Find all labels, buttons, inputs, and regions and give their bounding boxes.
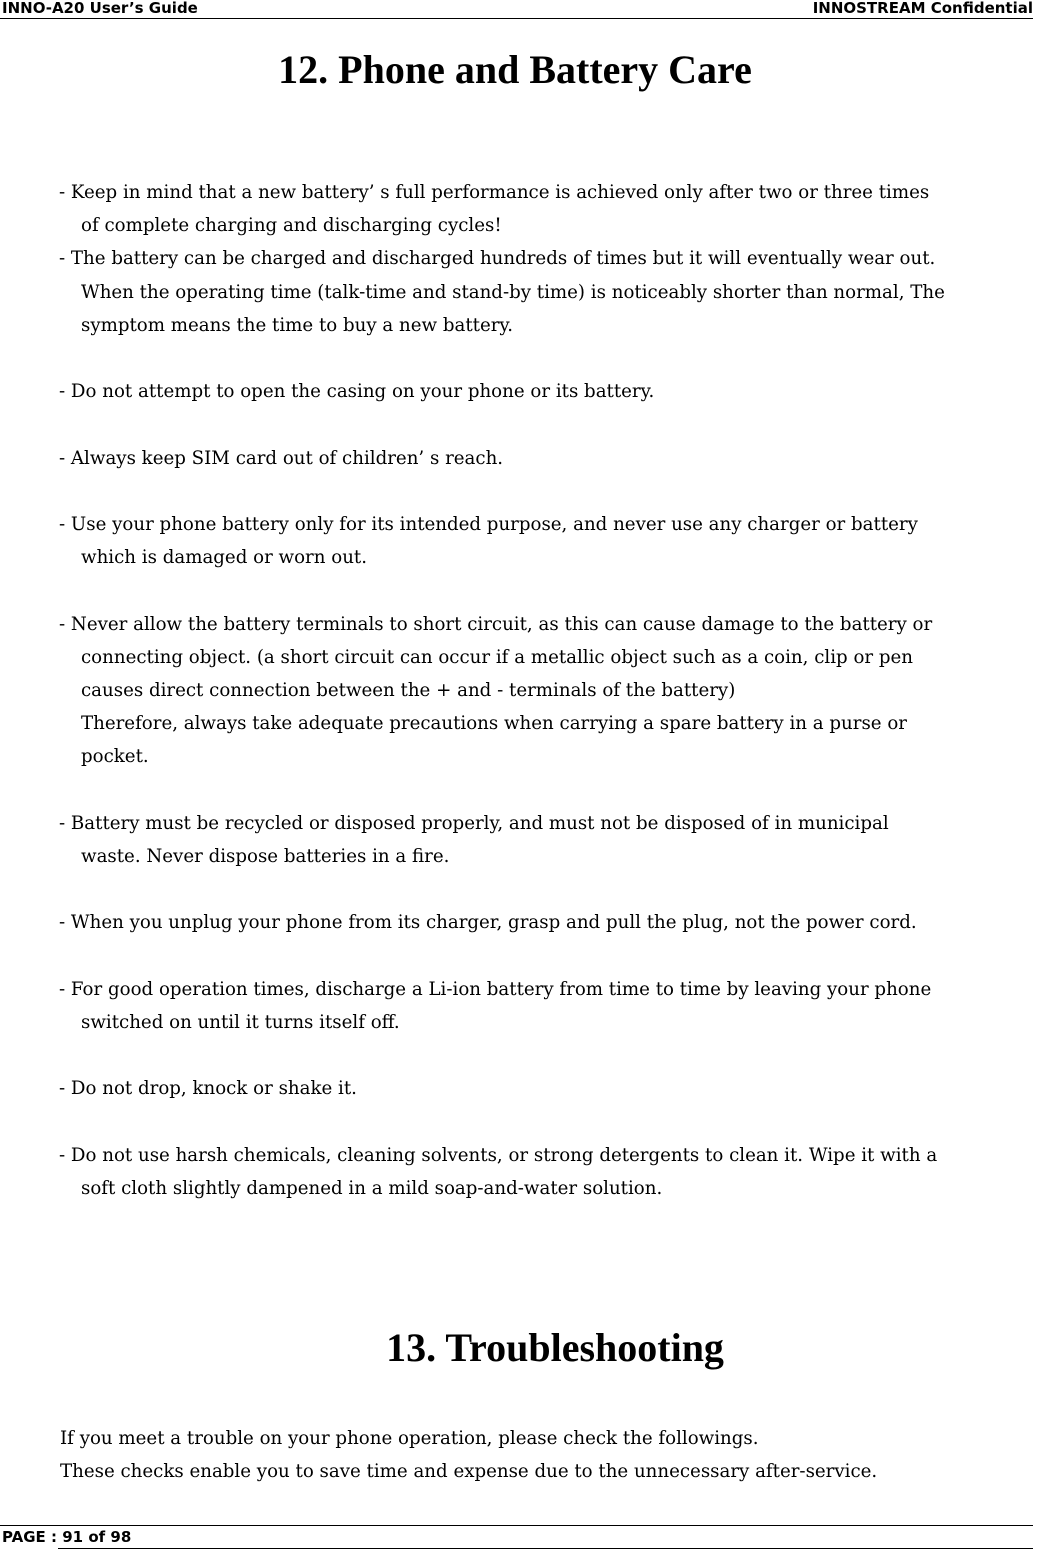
- list-item: [60, 807, 1030, 873]
- document-title: INNO-A20 User’s Guide: [2, 0, 198, 17]
- item-line: of complete charging and discharging cycles!: [81, 215, 502, 237]
- item-line: When the operating time (talk-time and stand-by time) is noticeably shorter than normal, The: [81, 281, 945, 303]
- item-line: - Never allow the battery terminals to short circuit, as this can cause damage to the battery or: [59, 613, 933, 635]
- item-line: - Always keep SIM card out of children’ s reach.: [59, 447, 504, 469]
- list-item: [60, 973, 1030, 1039]
- item-line: - Use your phone battery only for its intended purpose, and never use any charger or battery: [59, 513, 918, 535]
- item-line: pocket.: [81, 746, 149, 768]
- item-line: - Do not drop, knock or shake it.: [59, 1078, 357, 1100]
- item-line: - Do not use harsh chemicals, cleaning solvents, or strong detergents to clean it. Wipe it with a: [59, 1144, 938, 1166]
- item-line: - For good operation times, discharge a Li-ion battery from time to time by leaving your phone: [59, 978, 932, 1000]
- item-line: - Battery must be recycled or disposed properly, and must not be disposed of in municipal: [59, 812, 889, 834]
- item-line: symptom means the time to buy a new battery.: [81, 314, 514, 336]
- list-item: [60, 508, 1030, 574]
- list-item: [60, 442, 1030, 475]
- item-line: switched on until it turns itself off.: [81, 1011, 400, 1033]
- list-item: [60, 242, 1030, 342]
- page-footer: [0, 1525, 1033, 1550]
- item-line: - When you unplug your phone from its charger, grasp and pull the plug, not the power cord.: [59, 912, 917, 934]
- section-title-phone-battery-care: 12. Phone and Battery Care: [278, 47, 752, 92]
- item-line: Therefore, always take adequate precautions when carrying a spare battery in a purse or: [81, 713, 907, 735]
- list-item: [60, 375, 1030, 408]
- list-item: [60, 1139, 1030, 1205]
- item-line: causes direct connection between the + and - terminals of the battery): [81, 679, 736, 701]
- page-number: PAGE : 91 of 98: [2, 1528, 132, 1546]
- list-item: [60, 608, 1030, 774]
- footer-rule: [58, 1548, 1033, 1549]
- list-item: [60, 176, 1030, 242]
- item-line: - The battery can be charged and discharged hundreds of times but it will eventually wear out.: [59, 248, 936, 270]
- item-line: waste. Never dispose batteries in a fire.: [81, 845, 450, 867]
- section-title-troubleshooting: 13. Troubleshooting: [386, 1325, 724, 1370]
- list-item: [60, 1072, 1030, 1105]
- page-header: [0, 0, 1033, 19]
- intro-line: These checks enable you to save time and expense due to the unnecessary after-service.: [60, 1461, 878, 1483]
- list-item: [60, 906, 1030, 939]
- item-line: - Keep in mind that a new battery’ s full performance is achieved only after two or three times: [59, 182, 930, 203]
- troubleshooting-intro: [60, 1422, 1030, 1488]
- item-line: soft cloth slightly dampened in a mild soap-and-water solution.: [81, 1177, 663, 1199]
- item-line: - Do not attempt to open the casing on your phone or its battery.: [59, 381, 655, 403]
- intro-line: If you meet a trouble on your phone operation, please check the followings.: [60, 1428, 759, 1449]
- confidential-label: INNOSTREAM Confidential: [812, 0, 1033, 17]
- item-line: which is damaged or worn out.: [81, 547, 368, 569]
- item-line: connecting object. (a short circuit can occur if a metallic object such as a coin, clip or pen: [81, 646, 913, 668]
- battery-care-list: [60, 176, 1030, 1205]
